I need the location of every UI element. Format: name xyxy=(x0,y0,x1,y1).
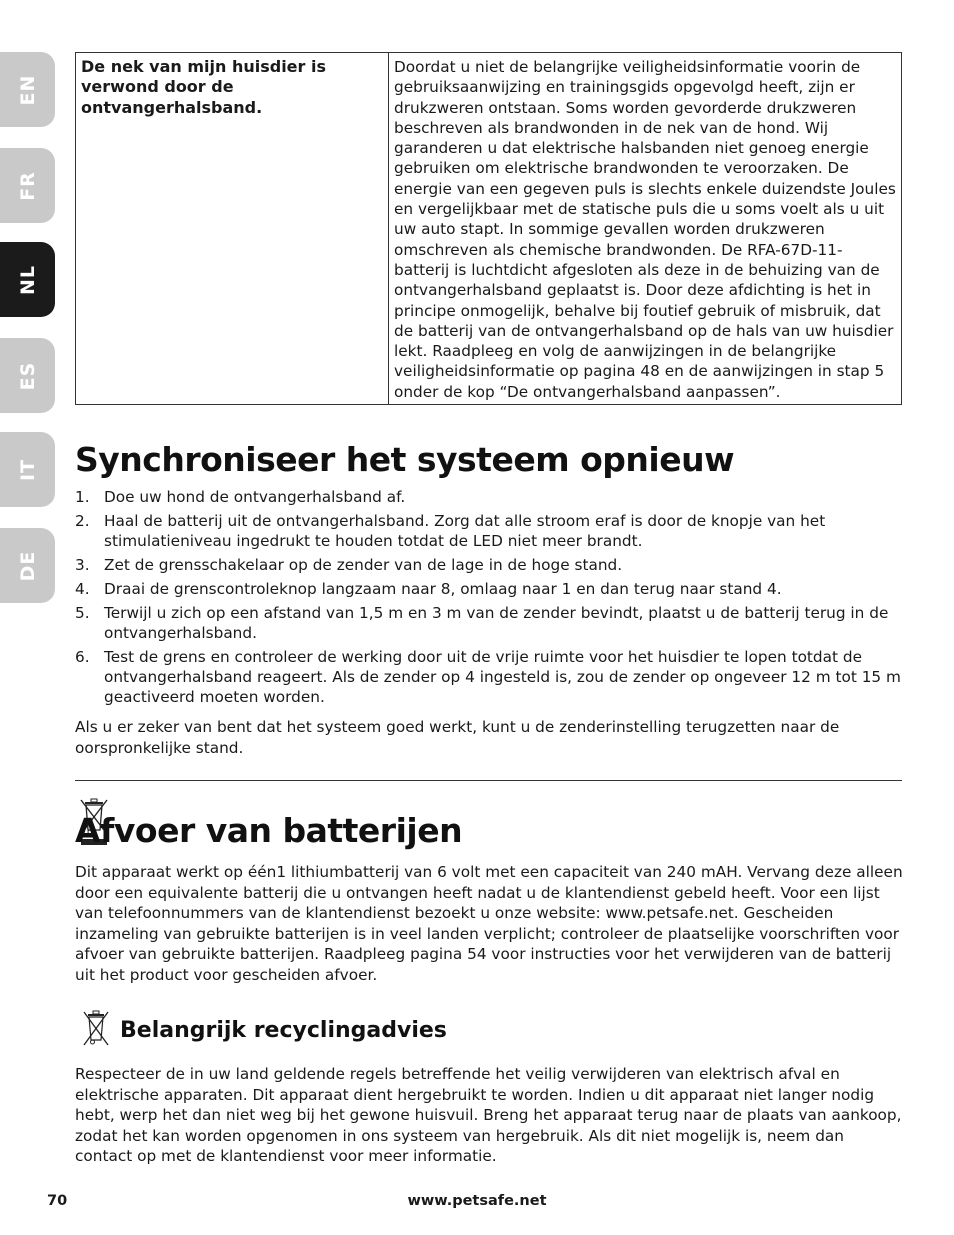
step-number: 2. xyxy=(75,512,90,530)
tab-label: EN xyxy=(16,74,39,105)
footer-url: www.petsafe.net xyxy=(407,1193,547,1209)
list-item xyxy=(75,603,905,643)
tab-label: NL xyxy=(16,264,39,295)
sync-steps-list xyxy=(75,487,905,711)
step-number: 5. xyxy=(75,604,90,622)
battery-text: Dit apparaat werkt op één1 lithiumbatterij van 6 volt met een capaciteit van 240 mAH. Vervang deze alleen door een equivalente batterij die u ontvangen heeft nadat u de klantendienst gebeld heeft. Voor een lijst van telefoonnummers van de klantendienst bezoekt u onze website: www.petsafe.net. Gescheiden inzameling van gebruikte batterijen is in veel landen verplicht; controleer de plaatselijke voorschriften voor afvoer van gebruikte batterijen. Raadpleeg pagina 54 voor instructies voor het verwijderen van de batterij uit het product voor gescheiden afvoer. xyxy=(75,863,903,984)
troubleshooting-table xyxy=(75,52,902,405)
step-text: Terwijl u zich op een afstand van 1,5 m en 3 m van de zender bevindt, plaatst u de batterij terug in de ontvangerhalsband. xyxy=(104,604,889,642)
section-divider xyxy=(75,780,902,781)
step-number: 6. xyxy=(75,648,90,666)
page-number: 70 xyxy=(47,1193,68,1209)
table-row xyxy=(76,53,902,405)
list-item xyxy=(75,511,905,551)
recycling-heading: Belangrijk recyclingadvies xyxy=(120,1018,447,1043)
tab-label: ES xyxy=(16,361,39,390)
tab-label: FR xyxy=(16,170,39,201)
list-item xyxy=(75,647,905,707)
tab-es[interactable] xyxy=(0,338,55,413)
sync-heading: Synchroniseer het systeem opnieuw xyxy=(75,440,735,479)
step-text: Test de grens en controleer de werking door uit de vrije ruimte voor het huisdier te lopen totdat de ontvangerhalsband reageert. Als de zender op 4 ingesteld is, zou de zender op ongeveer 12 m tot 15 m geactiveerd moeten worden. xyxy=(104,648,901,706)
step-text: Haal de batterij uit de ontvangerhalsband. Zorg dat alle stroom eraf is door de knopje van het stimulatieniveau ingedrukt te houden totdat de LED niet meer brandt. xyxy=(104,512,826,550)
battery-heading: Afvoer van batterijen xyxy=(75,811,463,850)
step-text: Draai de grenscontroleknop langzaam naar 8, omlaag naar 1 en dan terug naar stand 4. xyxy=(104,580,782,598)
crossed-out-bin-icon xyxy=(80,1009,112,1049)
tab-it[interactable] xyxy=(0,432,55,507)
solution-cell: Doordat u niet de belangrijke veiligheidsinformatie voorin de gebruiksaanwijzing en trainingsgids opgevolgd heeft, zijn er drukzweren ontstaan. Soms worden gevorderde drukzweren beschreven als brandwonden in de nek van de hond. Wij garanderen u dat elektrische halsbanden niet genoeg energie gebruiken om elektrische brandwonden te veroorzaken. De energie van een gegeven puls is slechts enkele duizendste Joules en vergelijkbaar met de statische puls die u soms voelt als u uit uw auto stapt. In sommige gevallen worden drukzweren omschreven als chemische brandwonden. De RFA-67D-11-batterij is luchtdicht afgesloten als deze in de behuizing van de ontvangerhalsband geplaatst is. Door deze afdichting is het in principe onmogelijk, behalve bij foutief gebruik of misbruik, dat de batterij van de ontvangerhalsband op de hals van uw huisdier lekt. Raadpleeg en volg de aanwijzingen in de belangrijke veiligheidsinformatie op pagina 48 en de aanwijzingen in stap 5 onder de kop “De ontvangerhalsband aanpassen”. xyxy=(389,53,902,405)
step-number: 4. xyxy=(75,580,90,598)
tab-nl[interactable] xyxy=(0,242,55,317)
tab-fr[interactable] xyxy=(0,148,55,223)
problem-cell: De nek van mijn huisdier is verwond door de ontvangerhalsband. xyxy=(76,53,389,405)
list-item xyxy=(75,487,905,507)
tab-en[interactable] xyxy=(0,52,55,127)
tab-label: DE xyxy=(16,550,39,581)
recycling-text: Respecteer de in uw land geldende regels betreffende het veilig verwijderen van elektrisch afval en elektrische apparaten. Dit apparaat dient hergebruikt te worden. Indien u dit apparaat niet langer nodig hebt, werp het dan niet weg bij het gewone huisvuil. Breng het apparaat terug naar de plaats van aankoop, zodat het kan worden opgenomen in ons systeem van hergebruik. Als dit niet mogelijk is, neem dan contact op met de klantendienst voor meer informatie. xyxy=(75,1065,902,1165)
step-text: Doe uw hond de ontvangerhalsband af. xyxy=(104,488,406,506)
sync-closing-text: Als u er zeker van bent dat het systeem goed werkt, kunt u de zenderinstelling terugzetten naar de oorspronkelijke stand. xyxy=(75,718,840,757)
step-text: Zet de grensschakelaar op de zender van de lage in de hoge stand. xyxy=(104,556,623,574)
tab-de[interactable] xyxy=(0,528,55,603)
step-number: 1. xyxy=(75,488,90,506)
tab-label: IT xyxy=(16,458,39,481)
list-item xyxy=(75,555,905,575)
list-item xyxy=(75,579,905,599)
step-number: 3. xyxy=(75,556,90,574)
